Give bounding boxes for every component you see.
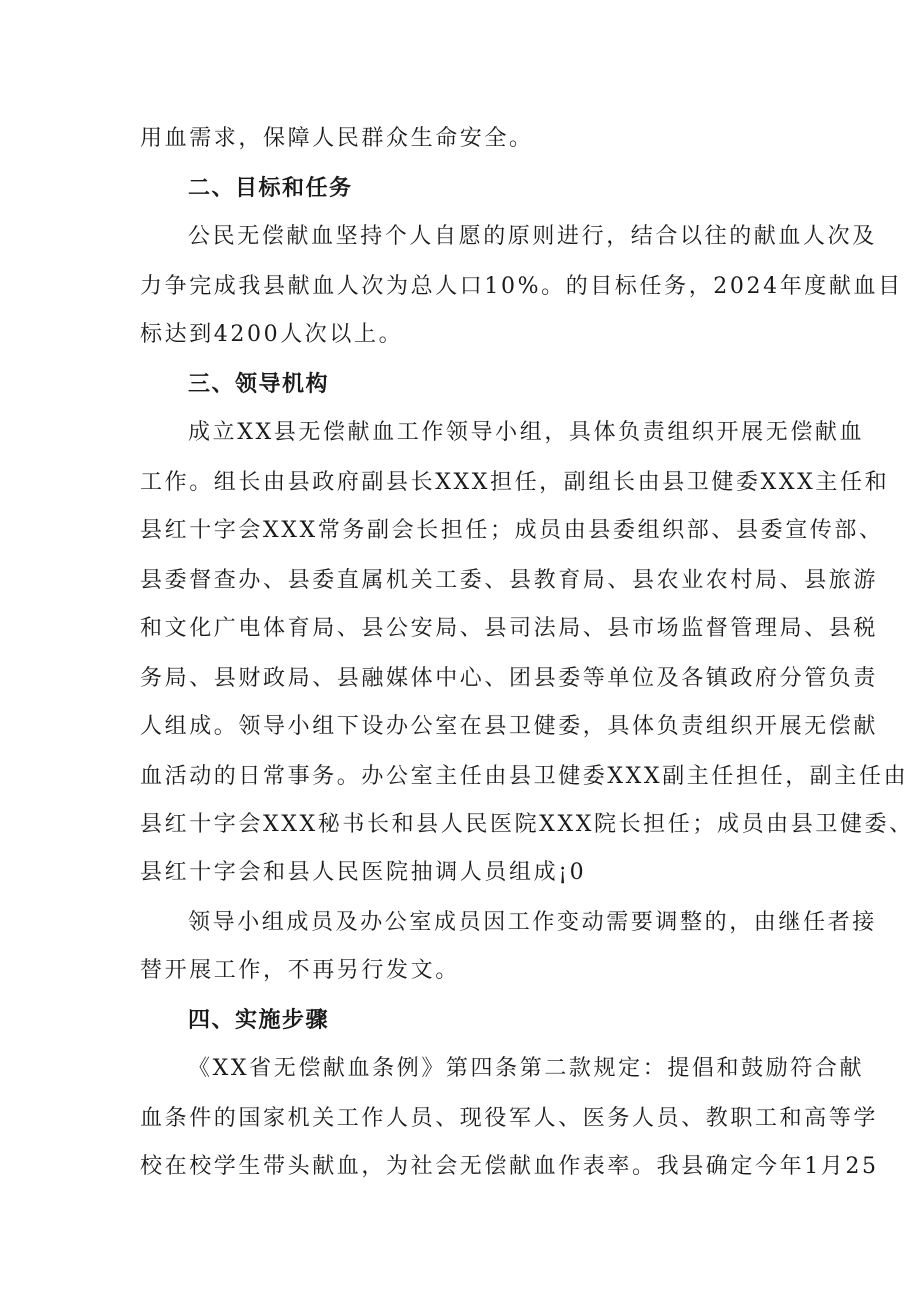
paragraph-line: 《XX省无偿献血条例》第四条第二款规定：提倡和鼓励符合献 <box>188 1056 865 1081</box>
paragraph-line: 成立XX县无偿献血工作领导小组，具体负责组织开展无偿献血 <box>188 420 865 445</box>
paragraph-line: 校在校学生带头献血，为社会无偿献血作表率。我县确定今年1月25 <box>140 1154 879 1179</box>
paragraph-line: 县委督查办、县委直属机关工委、县教育局、县农业农村局、县旅游 <box>140 568 879 593</box>
section-heading-leadership: 三、领导机构 <box>188 372 330 397</box>
paragraph-line: 县红十字会XXX常务副会长担任；成员由县委组织部、县委宣传部、 <box>140 518 884 543</box>
paragraph-line: 替开展工作，不再另行发文。 <box>140 958 460 983</box>
paragraph-line: 务局、县财政局、县融媒体中心、团县委等单位及各镇政府分管负责 <box>140 666 879 691</box>
paragraph-line: 血活动的日常事务。办公室主任由县卫健委XXX副主任担任，副主任由 <box>140 764 909 789</box>
paragraph-line: 血条件的国家机关工作人员、现役军人、医务人员、教职工和高等学 <box>140 1106 879 1131</box>
paragraph-line: 和文化广电体育局、县公安局、县司法局、县市场监督管理局、县税 <box>140 616 879 641</box>
paragraph-line: 县红十字会XXX秘书长和县人民医院XXX院长担任；成员由县卫健委、 <box>140 812 914 837</box>
paragraph-line: 公民无偿献血坚持个人自愿的原则进行，结合以往的献血人次及 <box>188 224 877 249</box>
section-heading-implementation: 四、实施步骤 <box>188 1008 330 1033</box>
paragraph-line: 力争完成我县献血人次为总人口10%。的目标任务，2024年度献血目 <box>140 274 903 299</box>
paragraph-line: 人组成。领导小组下设办公室在县卫健委，具体负责组织开展无偿献 <box>140 714 879 739</box>
paragraph-line: 标达到4200人次以上。 <box>140 322 404 347</box>
paragraph-line: 县红十字会和县人民医院抽调人员组成¡0 <box>140 860 587 885</box>
paragraph-line: 领导小组成员及办公室成员因工作变动需要调整的，由继任者接 <box>188 910 877 935</box>
paragraph-line: 工作。组长由县政府副县长XXX担任，副组长由县卫健委XXX主任和 <box>140 470 890 495</box>
paragraph-line: 用血需求，保障人民群众生命安全。 <box>140 126 534 151</box>
section-heading-goals: 二、目标和任务 <box>188 176 353 201</box>
